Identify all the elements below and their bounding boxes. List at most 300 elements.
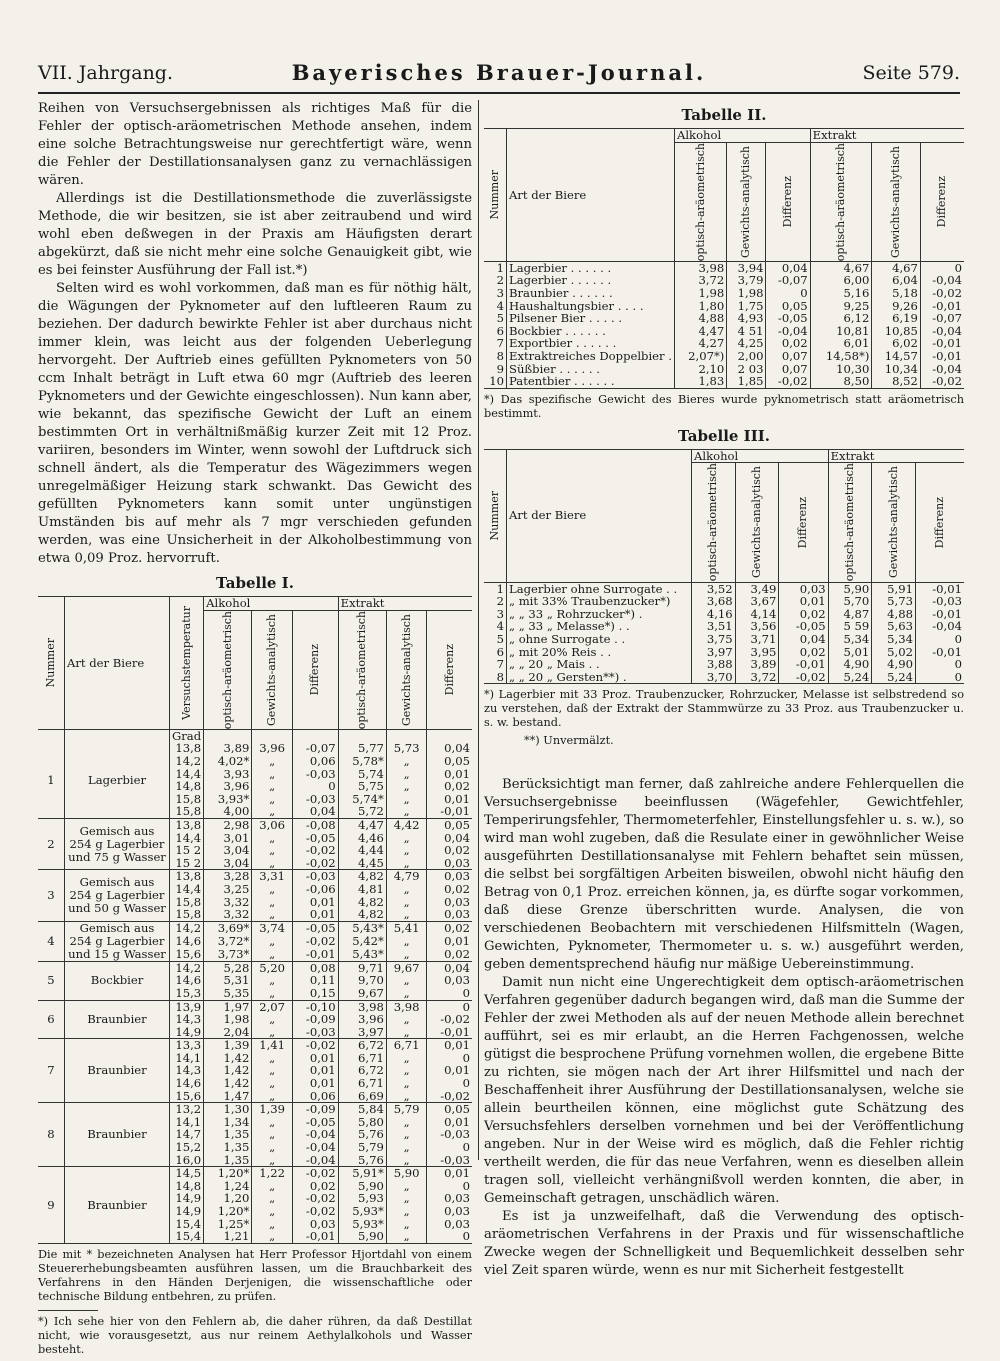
extrakt-gew: 6,19	[872, 312, 921, 325]
alkohol-opt: 1,47	[204, 1090, 252, 1103]
alkohol-diff: -0,09	[292, 1013, 338, 1026]
table-row	[38, 1167, 472, 1180]
column-divider	[478, 100, 479, 1160]
alkohol-diff: 0,07	[766, 363, 810, 376]
extrakt-diff: -0,03	[427, 1154, 472, 1167]
extrakt-opt: 6,72	[338, 1064, 386, 1077]
beer-type: Pilsener Bier . . . . .	[507, 312, 675, 325]
alkohol-gew: 2,00	[727, 350, 766, 363]
alkohol-gew: 3,89	[735, 658, 779, 671]
extrakt-opt: 3,96	[338, 1013, 386, 1026]
paragraph: Damit nun nicht eine Ungerechtigkeit dem optisch-aräometrischen Verfahren gegenüber dadurch begangen wird, daß man die Summe der Fehler der zwei Methoden als auf der neuen Methode allein berechnet aufführt, sei es mir erlaubt, an die Herren Fachgenossen, welche gütigst die besprochene Prüfung vornehmen wollen, die ergebene Bitte zu richten, sie mögen nach der Art ihrer Hilfsmittel und nach der Beschaffenheit ihrer Ausführung der Destillationsanalysen, welche sie allein beurtheilen können, eine möglichst gute Schätzung des Versuchsfehlers derselben vornehmen und bei der Veröffentlichung angeben. Nur in der Weise wird es möglich, daß die Fehler richtig vertheilt werden, die für das neue Verfahren, wenn es dieselben allein tragen soll, vielleicht verhängnißvoll werden konnten, die aber, in Gemeinschaft getragen, unschädlich wären.	[484, 975, 964, 1207]
right-column	[484, 100, 964, 1280]
alkohol-gew: „	[252, 793, 293, 806]
alkohol-opt: 1,42	[204, 1064, 252, 1077]
extrakt-opt: 5,34	[828, 633, 872, 646]
alkohol-opt: 1,35	[204, 1128, 252, 1141]
extrakt-diff: 0,03	[427, 908, 472, 921]
alkohol-gew: 1,39	[252, 1103, 293, 1116]
extrakt-gew: „	[386, 935, 427, 948]
extrakt-gew: „	[386, 1090, 427, 1103]
alkohol-gew: „	[252, 1090, 293, 1103]
extrakt-diff: 0,01	[427, 793, 472, 806]
row-number: 6	[47, 1012, 55, 1027]
table3-footnote-2: **) Unvermälzt.	[524, 734, 614, 748]
alkohol-diff: -0,02	[292, 1167, 338, 1180]
alkohol-gew: 3,96	[252, 742, 293, 755]
extrakt-opt: 6,71	[338, 1052, 386, 1065]
extrakt-diff: 0	[427, 1141, 472, 1154]
extrakt-diff: 0,04	[427, 961, 472, 974]
paragraph: Es ist ja unzweifelhaft, daß die Verwendung des optisch-aräometrischen Verfahrens in der Praxis und für wissenschaftliche Zwecke wegen der Schnelligkeit und Bequemlichkeit desselben sehr viel Zeit sparen würde, wenn es nur mit Sicherheit festgestellt	[484, 1209, 964, 1279]
table-3	[484, 449, 964, 685]
col-opt: optisch-aräometrisch	[220, 610, 234, 729]
temperature: 13,2	[170, 1103, 204, 1116]
extrakt-diff: -0,04	[920, 363, 964, 376]
extrakt-opt: 10,30	[810, 363, 872, 376]
alkohol-diff: 0	[292, 780, 338, 793]
beer-type: Lagerbier	[65, 742, 170, 818]
extrakt-gew: „	[386, 1141, 427, 1154]
alkohol-diff: -0,02	[292, 857, 338, 870]
alkohol-gew: „	[252, 1205, 293, 1218]
temperature: 14,6	[170, 974, 204, 987]
temperature: 14,1	[170, 1052, 204, 1065]
extrakt-gew: 14,57	[872, 350, 921, 363]
temperature: 14,2	[170, 961, 204, 974]
alkohol-gew: „	[252, 1064, 293, 1077]
beer-type: Braunbier	[65, 1103, 170, 1167]
alkohol-opt: 1,20*	[204, 1205, 252, 1218]
extrakt-opt: 14,58*)	[810, 350, 872, 363]
extrakt-opt: 4,90	[828, 658, 872, 671]
alkohol-diff: 0	[766, 287, 810, 300]
row-number: 3	[496, 606, 504, 621]
alkohol-opt: 1,35	[204, 1141, 252, 1154]
extrakt-diff: -0,01	[427, 805, 472, 818]
alkohol-diff: -0,02	[292, 1205, 338, 1218]
col-gew: Gewichts-analytisch	[886, 466, 900, 579]
extrakt-opt: 4,45	[338, 857, 386, 870]
alkohol-diff: -0,05	[292, 832, 338, 845]
temperature: 15 2	[170, 844, 204, 857]
extrakt-diff: -0,04	[915, 620, 964, 633]
alkohol-gew: 2 03	[727, 363, 766, 376]
alkohol-diff: -0,02	[292, 1039, 338, 1052]
temperature: 14,9	[170, 1026, 204, 1039]
extrakt-opt: 9,70	[338, 974, 386, 987]
alkohol-opt: 4,00	[204, 805, 252, 818]
alkohol-opt: 3,25	[204, 883, 252, 896]
extrakt-opt: 4,82	[338, 870, 386, 883]
alkohol-opt: 1,83	[674, 375, 726, 388]
table-row	[484, 312, 964, 325]
extrakt-gew: 5,02	[872, 646, 916, 659]
paragraph: Selten wird es wohl vorkommen, daß man es für nöthig hält, die Wägungen der Pyknometer auf den luftleeren Raum zu beziehen. Der dadurch bewirkte Fehler ist aber durchaus nicht immer klein, was leicht aus der folgenden Ueberlegung hervorgeht. Der Auftrieb eines gefüllten Pyknometers von 50 ccm Inhalt beträgt in Luft etwa 60 mgr (Auftrieb des leeren Pyknometers und der Gewichte eingeschlossen). Nun kann aber, wie bekannt, das spezifische Gewicht der Luft an einem bestimmten Ort in verhältnißmäßig kurzer Zeit mit 12 Proz. variiren, besonders im Winter, wenn sowohl der Luftdruck sich schnell ändert, als die Temperatur des Wägezimmers wegen unregelmäßiger Heizung stark schwankt. Das Gewicht des gefüllten Pyknometers kann somit unter ungünstigen Umständen bis auf mehr als 7 mgr verschieden gefunden werden, was eine Unsicherheit in der Alkoholbestimmung von etwa 0,09 Proz. hervorruft.	[38, 281, 472, 566]
footnote: *) Ich sehe hier von den Fehlern ab, die daher rühren, da daß Destillat nicht, wie vorausgesetzt, aus nur reinem Aethylalkohols und Wasser besteht.	[38, 1314, 472, 1356]
table-row	[484, 375, 964, 388]
col-art: Art der Biere	[507, 129, 675, 262]
alkohol-diff: -0,05	[292, 921, 338, 935]
extrakt-opt: 3,98	[338, 1000, 386, 1013]
alkohol-gew: „	[252, 1077, 293, 1090]
alkohol-diff: -0,04	[292, 1128, 338, 1141]
alkohol-opt: 1,21	[204, 1230, 252, 1243]
extrakt-opt: 5,93	[338, 1192, 386, 1205]
extrakt-gew: „	[386, 793, 427, 806]
extrakt-opt: 4,82	[338, 908, 386, 921]
alkohol-gew: „	[252, 883, 293, 896]
col-art: Art der Biere	[507, 449, 692, 582]
extrakt-diff: -0,01	[915, 646, 964, 659]
alkohol-gew: 3,79	[727, 274, 766, 287]
alkohol-gew: „	[252, 948, 293, 962]
extrakt-gew: „	[386, 768, 427, 781]
alkohol-opt: 1,20	[204, 1192, 252, 1205]
alkohol-gew: 3,67	[735, 595, 779, 608]
row-number: 1	[47, 772, 55, 787]
extrakt-diff: 0	[915, 671, 964, 684]
beer-type: „ „ 33 „ Rohrzucker*) .	[507, 608, 692, 621]
col-diff: Differenz	[796, 496, 810, 549]
temperature: 14,6	[170, 935, 204, 948]
alkohol-diff: -0,02	[292, 844, 338, 857]
alkohol-gew: „	[252, 1218, 293, 1231]
extrakt-opt: 5,75	[338, 780, 386, 793]
extrakt-gew: „	[386, 755, 427, 768]
extrakt-diff: 0,02	[427, 780, 472, 793]
extrakt-gew: „	[386, 1077, 427, 1090]
extrakt-opt: 6,12	[810, 312, 872, 325]
alkohol-gew: 3,06	[252, 818, 293, 831]
row-number: 4	[496, 298, 504, 313]
alkohol-gew: „	[252, 987, 293, 1000]
col-opt: optisch-aräometrisch	[834, 142, 847, 261]
extrakt-diff: 0,04	[427, 742, 472, 755]
extrakt-opt: 4,81	[338, 883, 386, 896]
extrakt-opt: 5,43*	[338, 921, 386, 935]
extrakt-opt: 9,25	[810, 300, 872, 313]
extrakt-gew: „	[386, 1180, 427, 1193]
alkohol-opt: 2,98	[204, 818, 252, 831]
temperature: 15,4	[170, 1230, 204, 1243]
extrakt-gew: „	[386, 844, 427, 857]
row-number: 4	[496, 619, 504, 634]
alkohol-opt: 3,51	[692, 620, 736, 633]
col-alkohol: Alkohol	[674, 129, 810, 143]
col-diff: Differenz	[935, 176, 949, 228]
temperature: 15,8	[170, 896, 204, 909]
alkohol-opt: 4,16	[692, 608, 736, 621]
extrakt-gew: „	[386, 974, 427, 987]
alkohol-gew: „	[252, 844, 293, 857]
beer-type: Extraktreiches Doppelbier .	[507, 350, 675, 363]
alkohol-opt: 3,93	[204, 768, 252, 781]
table1-title: Tabelle I.	[216, 574, 294, 592]
extrakt-opt: 5,74*	[338, 793, 386, 806]
temperature: 15,6	[170, 948, 204, 962]
extrakt-diff: 0,03	[427, 974, 472, 987]
extrakt-opt: 5,79	[338, 1141, 386, 1154]
row-number: 7	[496, 336, 504, 351]
alkohol-gew: „	[252, 1013, 293, 1026]
beer-type: Braunbier . . . . . .	[507, 287, 675, 300]
alkohol-diff: -0,05	[766, 312, 810, 325]
extrakt-gew: 10,34	[872, 363, 921, 376]
alkohol-opt: 3,69*	[204, 921, 252, 935]
temperature: 14,5	[170, 1167, 204, 1180]
extrakt-gew: „	[386, 1116, 427, 1129]
beer-type: „ „ 20 „ Gersten**) .	[507, 671, 692, 684]
row-number: 8	[47, 1127, 55, 1142]
alkohol-gew: „	[252, 1026, 293, 1039]
extrakt-gew: 5,90	[386, 1167, 427, 1180]
extrakt-diff: 0,05	[427, 755, 472, 768]
alkohol-diff: 0,04	[779, 633, 828, 646]
alkohol-gew: 4 51	[727, 325, 766, 338]
extrakt-diff: -0,02	[920, 375, 964, 388]
extrakt-diff: 0,04	[427, 832, 472, 845]
alkohol-opt: 3,01	[204, 832, 252, 845]
extrakt-opt: 4,46	[338, 832, 386, 845]
alkohol-diff: -0,06	[292, 883, 338, 896]
extrakt-gew: „	[386, 1230, 427, 1243]
alkohol-gew: 3,72	[735, 671, 779, 684]
alkohol-diff: -0,04	[766, 325, 810, 338]
temperature: 14,7	[170, 1128, 204, 1141]
alkohol-gew: „	[252, 832, 293, 845]
extrakt-gew: 4,42	[386, 818, 427, 831]
alkohol-opt: 3,04	[204, 844, 252, 857]
beer-type: Gemisch aus 254 g Lagerbier und 75 g Wasser	[65, 818, 170, 869]
row-number: 6	[496, 323, 504, 338]
alkohol-diff: -0,04	[292, 1154, 338, 1167]
extrakt-opt: 5,16	[810, 287, 872, 300]
extrakt-gew: 5,73	[872, 595, 916, 608]
extrakt-opt: 5,74	[338, 768, 386, 781]
row-number: 6	[496, 644, 504, 659]
beer-type: Braunbier	[65, 1039, 170, 1103]
alkohol-diff: -0,10	[292, 1000, 338, 1013]
alkohol-opt: 1,20*	[204, 1167, 252, 1180]
alkohol-opt: 1,25*	[204, 1218, 252, 1231]
beer-type: Bockbier . . . . . .	[507, 325, 675, 338]
alkohol-opt: 3,98	[674, 261, 726, 274]
alkohol-opt: 1,30	[204, 1103, 252, 1116]
alkohol-diff: 0,05	[766, 300, 810, 313]
alkohol-gew: 1,22	[252, 1167, 293, 1180]
extrakt-gew: „	[386, 780, 427, 793]
alkohol-opt: 3,89	[204, 742, 252, 755]
row-number: 10	[489, 374, 504, 389]
temperature: 14,3	[170, 1013, 204, 1026]
col-opt: optisch-aräometrisch	[706, 463, 720, 582]
table3-title: Tabelle III.	[678, 426, 770, 445]
col-nummer: Nummer	[488, 170, 501, 220]
temperature: 14,8	[170, 780, 204, 793]
row-number: 5	[496, 631, 504, 646]
alkohol-opt: 1,39	[204, 1039, 252, 1052]
alkohol-opt: 1,97	[204, 1000, 252, 1013]
extrakt-diff: -0,01	[915, 582, 964, 595]
temperature: 14,9	[170, 1192, 204, 1205]
extrakt-opt: 4,44	[338, 844, 386, 857]
table-row	[484, 350, 964, 363]
row-number: 4	[47, 933, 55, 948]
temperature: 15,8	[170, 805, 204, 818]
temperature: 14,4	[170, 832, 204, 845]
extrakt-gew: 5,18	[872, 287, 921, 300]
extrakt-diff: 0	[427, 1052, 472, 1065]
beer-type: Braunbier	[65, 1000, 170, 1039]
alkohol-opt: 3,75	[692, 633, 736, 646]
temperature: 14,4	[170, 883, 204, 896]
alkohol-opt: 1,80	[674, 300, 726, 313]
col-diff: Differenz	[442, 644, 456, 696]
temperature: 14,8	[170, 1180, 204, 1193]
table-row	[38, 870, 472, 883]
extrakt-diff: 0,01	[427, 768, 472, 781]
table-row	[484, 671, 964, 684]
alkohol-diff: -0,09	[292, 1103, 338, 1116]
extrakt-gew: „	[386, 883, 427, 896]
alkohol-gew: „	[252, 805, 293, 818]
alkohol-gew: 5,20	[252, 961, 293, 974]
alkohol-gew: „	[252, 1192, 293, 1205]
alkohol-gew: „	[252, 974, 293, 987]
extrakt-diff: 0	[427, 1000, 472, 1013]
extrakt-opt: 5,43*	[338, 948, 386, 962]
alkohol-diff: -0,05	[779, 620, 828, 633]
col-extrakt: Extrakt	[828, 449, 964, 463]
alkohol-gew: „	[252, 1154, 293, 1167]
alkohol-diff: -0,03	[292, 870, 338, 883]
extrakt-gew: 4,67	[872, 261, 921, 274]
extrakt-gew: 9,26	[872, 300, 921, 313]
beer-type: „ ohne Surrogate . .	[507, 633, 692, 646]
extrakt-opt: 5,76	[338, 1154, 386, 1167]
extrakt-gew: 10,85	[872, 325, 921, 338]
alkohol-opt: 5,28	[204, 961, 252, 974]
extrakt-diff: -0,01	[915, 608, 964, 621]
extrakt-opt: 6,00	[810, 274, 872, 287]
alkohol-gew: 3,74	[252, 921, 293, 935]
paragraph: Berücksichtigt man ferner, daß zahlreiche andere Fehlerquellen die Versuchsergebnisse beeinflussen (Wägefehler, Gewichtfehler, Temperirungsfehler, Thermometerfehler, Einstellungsfehler u. s. w.), so wird man wohl zugeben, daß die Resulate einer in gewöhnlicher Weise ausgeführten Destillationsanalyse mit Fehlern behaftet sein müssen, die selbst bei sorgfältigen Arbeiten bisweilen, obwohl nicht häufig den Betrag von 0,1 Proz. erreichen können, ja, es dürfte sogar vorkommen, daß diese Grenze überschritten wurde. Analysen, die von verschiedenen Beobachtern mit verschiedenen Hilfsmitteln (Wagen, Gewichten, Pyknometer, Thermometer u. s. w.) ausgeführt werden, geben dementsprechend häufig nur mäßige Uebereinstimmung.	[484, 777, 964, 973]
beer-type: Gemisch aus 254 g Lagerbier und 50 g Wasser	[65, 870, 170, 921]
extrakt-opt: 6,72	[338, 1039, 386, 1052]
alkohol-opt: 5,35	[204, 987, 252, 1000]
row-number: 1	[496, 581, 504, 596]
alkohol-opt: 3,93*	[204, 793, 252, 806]
extrakt-gew: 9,67	[386, 961, 427, 974]
alkohol-gew: „	[252, 1141, 293, 1154]
col-opt: optisch-aräometrisch	[355, 610, 369, 729]
col-nummer: Nummer	[44, 638, 57, 688]
table-row	[484, 595, 964, 608]
extrakt-diff: 0	[920, 261, 964, 274]
paragraph: Reihen von Versuchsergebnissen als richtiges Maß für die Fehler der optisch-aräometrischen Methode ansehen, indem eine solche Betrachtungsweise nur gerechtfertigt wäre, wenn die Fehler der Destillationsanalysen ganz zu vernachlässigen wären.	[38, 101, 472, 188]
extrakt-diff: 0,02	[427, 883, 472, 896]
extrakt-diff: -0,04	[920, 325, 964, 338]
alkohol-opt: 3,52	[692, 582, 736, 595]
alkohol-diff: 0,01	[292, 908, 338, 921]
alkohol-diff: 0,11	[292, 974, 338, 987]
extrakt-gew: 5,91	[872, 582, 916, 595]
alkohol-gew: 4,93	[727, 312, 766, 325]
extrakt-gew: 6,02	[872, 337, 921, 350]
extrakt-opt: 5,91*	[338, 1167, 386, 1180]
col-opt: optisch-aräometrisch	[842, 463, 856, 582]
alkohol-diff: -0,02	[292, 1192, 338, 1205]
alkohol-diff: -0,04	[292, 1141, 338, 1154]
alkohol-gew: 3,95	[735, 646, 779, 659]
alkohol-gew: 1,98	[727, 287, 766, 300]
extrakt-gew: „	[386, 1064, 427, 1077]
extrakt-diff: -0,01	[427, 1026, 472, 1039]
beer-type: Haushaltungsbier . . . .	[507, 300, 675, 313]
alkohol-opt: 4,88	[674, 312, 726, 325]
extrakt-diff: 0,01	[427, 1116, 472, 1129]
extrakt-diff: 0,01	[427, 1167, 472, 1180]
extrakt-opt: 5,84	[338, 1103, 386, 1116]
col-alkohol: Alkohol	[692, 449, 829, 463]
temperature: 14,9	[170, 1205, 204, 1218]
table-2	[484, 128, 964, 389]
extrakt-opt: 5,76	[338, 1128, 386, 1141]
row-number: 8	[496, 348, 504, 363]
alkohol-gew: „	[252, 908, 293, 921]
beer-type: „ mit 20% Reis . .	[507, 646, 692, 659]
alkohol-opt: 3,72	[674, 274, 726, 287]
alkohol-diff: 0,02	[779, 608, 828, 621]
extrakt-diff: 0,05	[427, 1103, 472, 1116]
alkohol-diff: 0,03	[292, 1218, 338, 1231]
extrakt-diff: -0,03	[427, 1128, 472, 1141]
alkohol-diff: 0,06	[292, 755, 338, 768]
alkohol-diff: 0,06	[292, 1090, 338, 1103]
extrakt-diff: -0,03	[915, 595, 964, 608]
extrakt-gew: „	[386, 857, 427, 870]
extrakt-opt: 5,90	[828, 582, 872, 595]
col-diff: Differenz	[932, 496, 946, 549]
extrakt-gew: 4,79	[386, 870, 427, 883]
extrakt-gew: 6,71	[386, 1039, 427, 1052]
alkohol-diff: 0,01	[779, 595, 828, 608]
extrakt-opt: 5,93*	[338, 1205, 386, 1218]
extrakt-opt: 5,78*	[338, 755, 386, 768]
table-row	[484, 633, 964, 646]
row-number: 9	[47, 1197, 55, 1212]
extrakt-gew: „	[386, 1128, 427, 1141]
temperature: 15,6	[170, 1090, 204, 1103]
extrakt-diff: -0,02	[427, 1013, 472, 1026]
table-row	[38, 818, 472, 831]
alkohol-opt: 1,34	[204, 1116, 252, 1129]
extrakt-diff: 0	[427, 1077, 472, 1090]
extrakt-gew: 4,90	[872, 658, 916, 671]
extrakt-gew: 5,41	[386, 921, 427, 935]
row-number: 3	[496, 286, 504, 301]
temperature: 13,8	[170, 818, 204, 831]
row-number: 2	[47, 836, 55, 851]
table1-footnote: Die mit * bezeichneten Analysen hat Herr Professor Hjortdahl von einem Steuererhebungsbeamten ausführen lassen, um die Brauchbarkeit des Verfahrens in den Händen Derjenigen, die wissenschaftliche oder technische Bildung entbehren, zu prüfen.	[38, 1247, 472, 1303]
extrakt-diff: -0,01	[920, 337, 964, 350]
page-number: Seite 579.	[862, 62, 960, 84]
extrakt-diff: 0,05	[427, 818, 472, 831]
alkohol-gew: „	[252, 896, 293, 909]
alkohol-opt: 3,28	[204, 870, 252, 883]
alkohol-diff: -0,01	[292, 948, 338, 962]
